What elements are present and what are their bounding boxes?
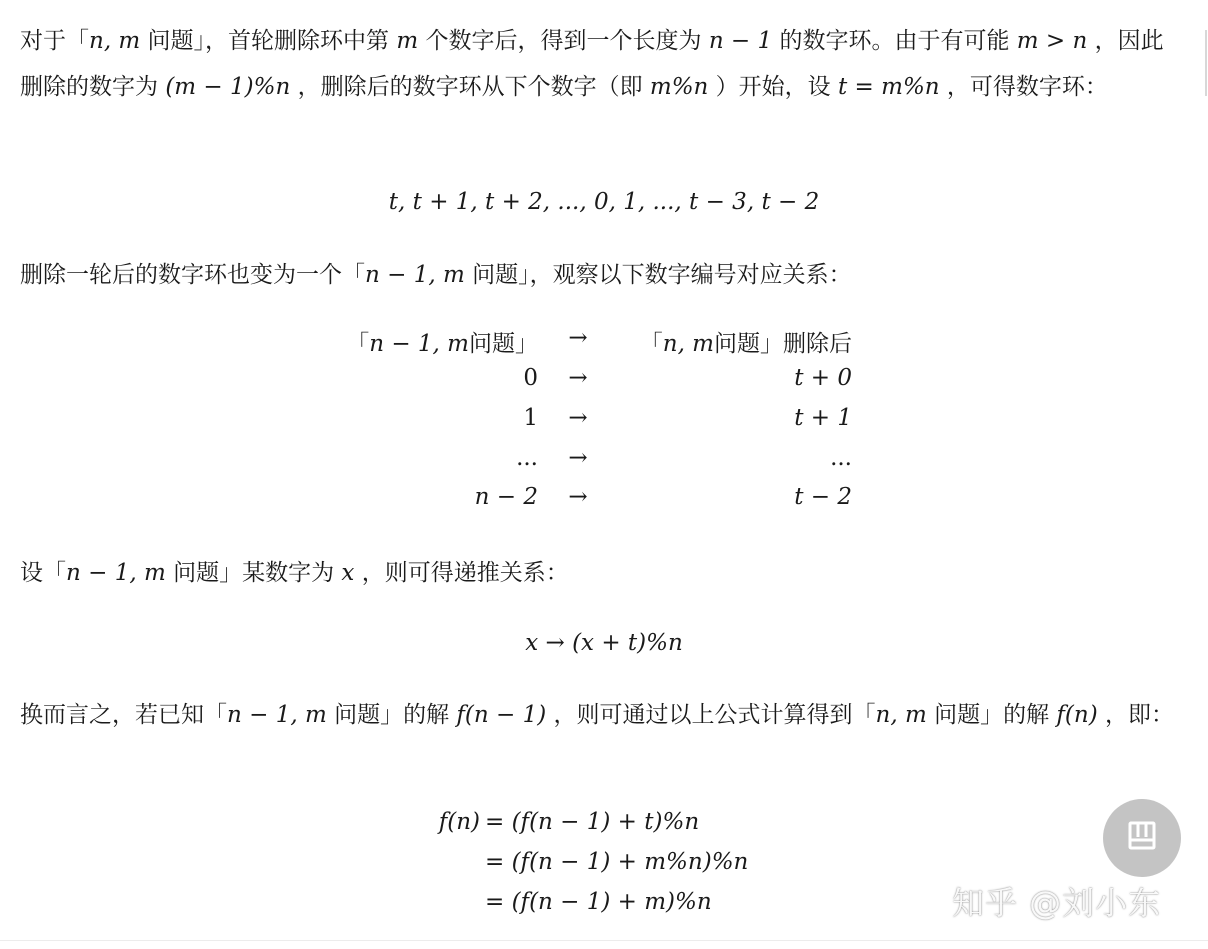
text: 的数字环。由于有可能 — [772, 28, 1017, 54]
math-inline: n − 1, m — [227, 702, 327, 728]
math-inline: f(n) — [1056, 702, 1098, 728]
mapping-left-value: n − 2 — [474, 484, 538, 510]
math-inline: (m − 1)%n — [165, 74, 291, 100]
math-inline: n − 1 — [708, 28, 773, 54]
mapping-row — [0, 405, 1208, 445]
math-inline: n, m — [662, 331, 714, 357]
mapping-row — [0, 445, 1208, 485]
reader-mode-icon — [1127, 820, 1157, 856]
mapping-right-value: ... — [830, 445, 852, 471]
mapping-header-row — [0, 325, 1208, 365]
mapping-row — [0, 484, 1208, 524]
text: ，可得数字环： — [939, 74, 1108, 100]
reader-mode-button[interactable] — [1103, 799, 1181, 877]
header-text: 问题」 — [469, 331, 538, 357]
paragraph-mapping-intro — [20, 252, 1180, 298]
arrow: → — [568, 484, 588, 510]
text: 问题」，首轮删除环中第 — [140, 28, 397, 54]
bracket-text: 「 — [639, 331, 663, 357]
paragraph-solution-intro — [20, 692, 1180, 738]
bracket-text: 「 — [346, 331, 370, 357]
scrollbar-edge[interactable] — [1205, 30, 1207, 96]
text: 问题」的解 — [326, 702, 457, 728]
derivation-rhs: = (f(n − 1) + m)%n — [485, 889, 712, 915]
mapping-row — [0, 365, 1208, 405]
mapping-header-left — [346, 325, 538, 358]
math-inline: n, m — [89, 28, 141, 54]
mapping-left-value: 0 — [523, 365, 538, 391]
arrow: → — [568, 365, 588, 391]
mapping-header-right — [640, 325, 852, 358]
text: 问题」的解 — [926, 702, 1057, 728]
derivation-lhs: f(n) — [438, 809, 480, 835]
mapping-right-value: t − 2 — [794, 484, 852, 510]
math-inline: m > n — [1016, 28, 1088, 54]
text: 删除一轮后的数字环也变为一个「 — [20, 262, 365, 288]
math-inline: m — [396, 28, 419, 54]
header-text: 问题」删除后 — [714, 331, 852, 357]
text: ，删除后的数字环从下个数字（即 — [290, 74, 650, 100]
arrow: → — [568, 445, 588, 471]
text: ，则可得递推关系： — [354, 560, 569, 586]
paragraph-recurrence-intro — [20, 550, 1180, 596]
mapping-left-value: 1 — [523, 405, 538, 431]
text: ，则可通过以上公式计算得到「 — [546, 702, 876, 728]
text: 换而言之，若已知「 — [20, 702, 227, 728]
derivation-rhs: = (f(n − 1) + m%n)%n — [485, 849, 749, 875]
mapping-right-value: t + 0 — [794, 365, 852, 391]
derivation-line — [0, 809, 1208, 849]
derivation-rhs: = (f(n − 1) + t)%n — [485, 809, 700, 835]
text: 对于「 — [20, 28, 89, 54]
math-inline: n − 1, m — [66, 560, 166, 586]
math-inline: n − 1, m — [365, 262, 465, 288]
text: ，即： — [1097, 702, 1174, 728]
arrow: → — [568, 325, 588, 351]
text: 个数字后，得到一个长度为 — [418, 28, 709, 54]
math-inline: f(n − 1) — [456, 702, 547, 728]
text: 问题」某数字为 — [165, 560, 342, 586]
equation-number-ring: t, t + 1, t + 2, ..., 0, 1, ..., t − 3, t − 2 — [388, 189, 820, 215]
arrow: → — [568, 405, 588, 431]
math-inline: n, m — [875, 702, 927, 728]
text: ，因此删除的数字为 — [20, 28, 1164, 100]
text: ）开始，设 — [708, 74, 838, 100]
math-inline: t = m%n — [838, 74, 940, 100]
paragraph-intro — [20, 18, 1180, 110]
mapping-right-value: t + 1 — [794, 405, 852, 431]
equation-recurrence: x → (x + t)%n — [525, 630, 683, 656]
text: 设「 — [20, 560, 66, 586]
math-inline: m%n — [649, 74, 709, 100]
mapping-left-value: ... — [516, 445, 538, 471]
math-inline: n − 1, m — [369, 331, 469, 357]
divider — [0, 940, 1208, 941]
text: 问题」，观察以下数字编号对应关系： — [464, 262, 852, 288]
zhihu-watermark: 知乎 @刘小东 — [952, 884, 1162, 922]
math-inline: x — [341, 560, 355, 586]
